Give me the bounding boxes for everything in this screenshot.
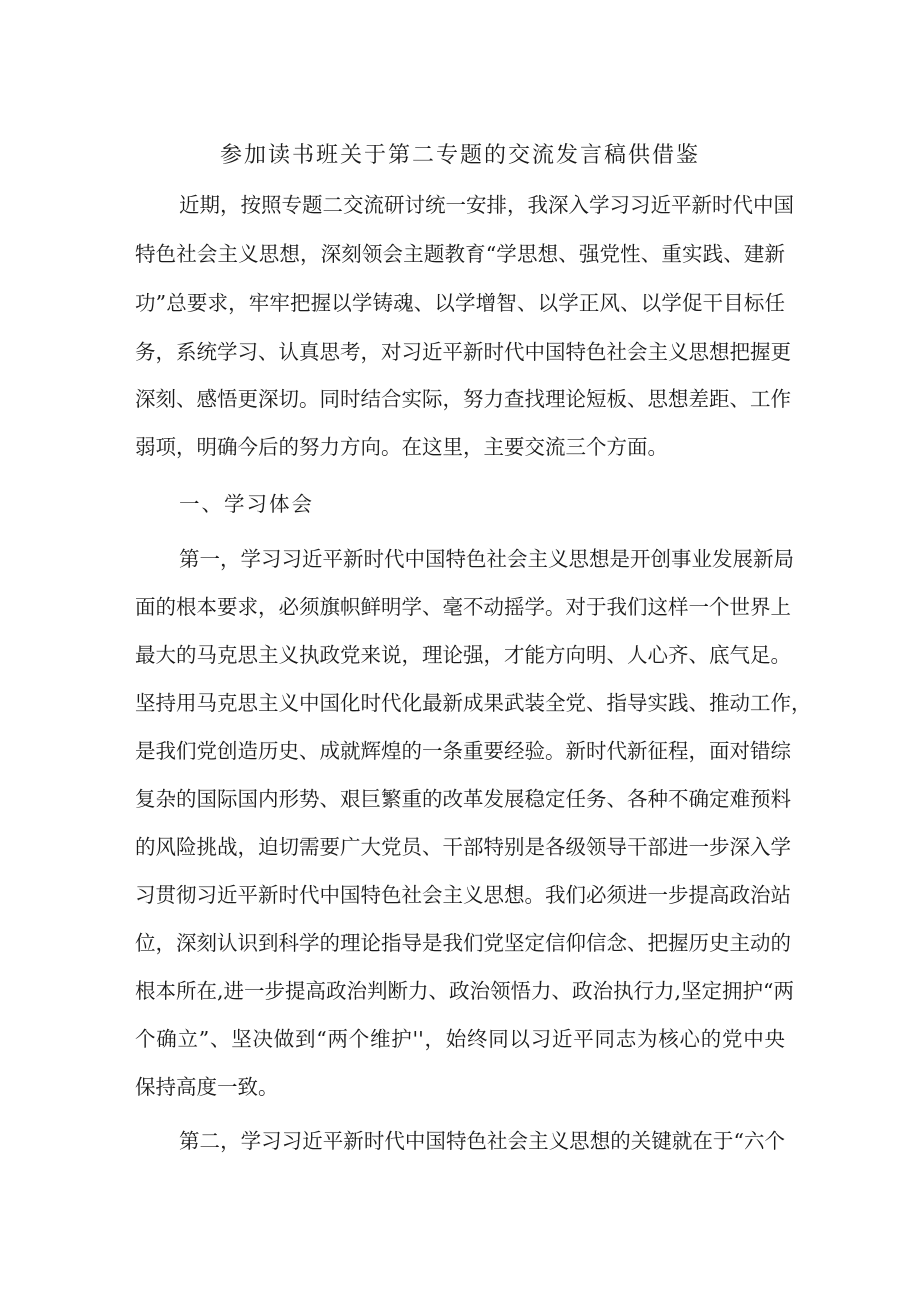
- paragraph-line: 第二，学习习近平新时代中国特色社会主义思想的关键就在于“六个: [179, 1129, 785, 1153]
- paragraph-line: 第一，学习习近平新时代中国特色社会主义思想是开创事业发展新局: [179, 547, 794, 571]
- paragraph-line: 保持高度一致。: [135, 1075, 279, 1099]
- paragraph-line: 最大的马克思主义执政党来说，理论强，才能方向明、人心齐、底气足。: [135, 643, 791, 667]
- section-heading: 一、学习体会: [179, 492, 314, 516]
- intro-line: 特色社会主义思想，深刻领会主题教育“学思想、强党性、重实践、建新: [135, 242, 785, 266]
- intro-line: 近期，按照专题二交流研讨统一安排，我深入学习习近平新时代中国: [179, 193, 794, 217]
- paragraph-line: 的风险挑战，迫切需要广大党员、干部特别是各级领导干部进一步深入学: [135, 835, 791, 859]
- intro-line: 功”总要求，牢牢把握以学铸魂、以学增智、以学正风、以学促干目标任: [135, 291, 785, 315]
- paragraph-line: 习贯彻习近平新时代中国特色社会主义思想。我们必须进一步提高政治站: [135, 883, 791, 907]
- intro-line: 深刻、感悟更深切。同时结合实际，努力查找理论短板、思想差距、工作: [135, 387, 791, 411]
- paragraph-line: 复杂的国际国内形势、艰巨繁重的改革发展稳定任务、各种不确定难预料: [135, 787, 791, 811]
- paragraph-line: 面的根本要求，必须旗帜鲜明学、毫不动摇学。对于我们这样一个世界上: [135, 595, 791, 619]
- paragraph-line: 个确立”、坚决做到“两个维护''，始终同以习近平同志为核心的党中央: [135, 1027, 785, 1051]
- intro-line: 弱项，明确今后的努力方向。在这里，主要交流三个方面。: [135, 435, 668, 459]
- intro-line: 务，系统学习、认真思考，对习近平新时代中国特色社会主义思想把握更: [135, 340, 791, 364]
- paragraph-line: 是我们党创造历史、成就辉煌的一条重要经验。新时代新征程，面对错综: [135, 739, 791, 763]
- paragraph-line: 根本所在,进一步提高政治判断力、政治领悟力、政治执行力,坚定拥护“两: [135, 979, 795, 1003]
- paragraph-line: 坚持用马克思主义中国化时代化最新成果武装全党、指导实践、推动工作，: [135, 691, 812, 715]
- paragraph-line: 位，深刻认识到科学的理论指导是我们党坚定信仰信念、把握历史主动的: [135, 931, 791, 955]
- document-title: 参加读书班关于第二专题的交流发言稿供借鉴: [219, 143, 700, 168]
